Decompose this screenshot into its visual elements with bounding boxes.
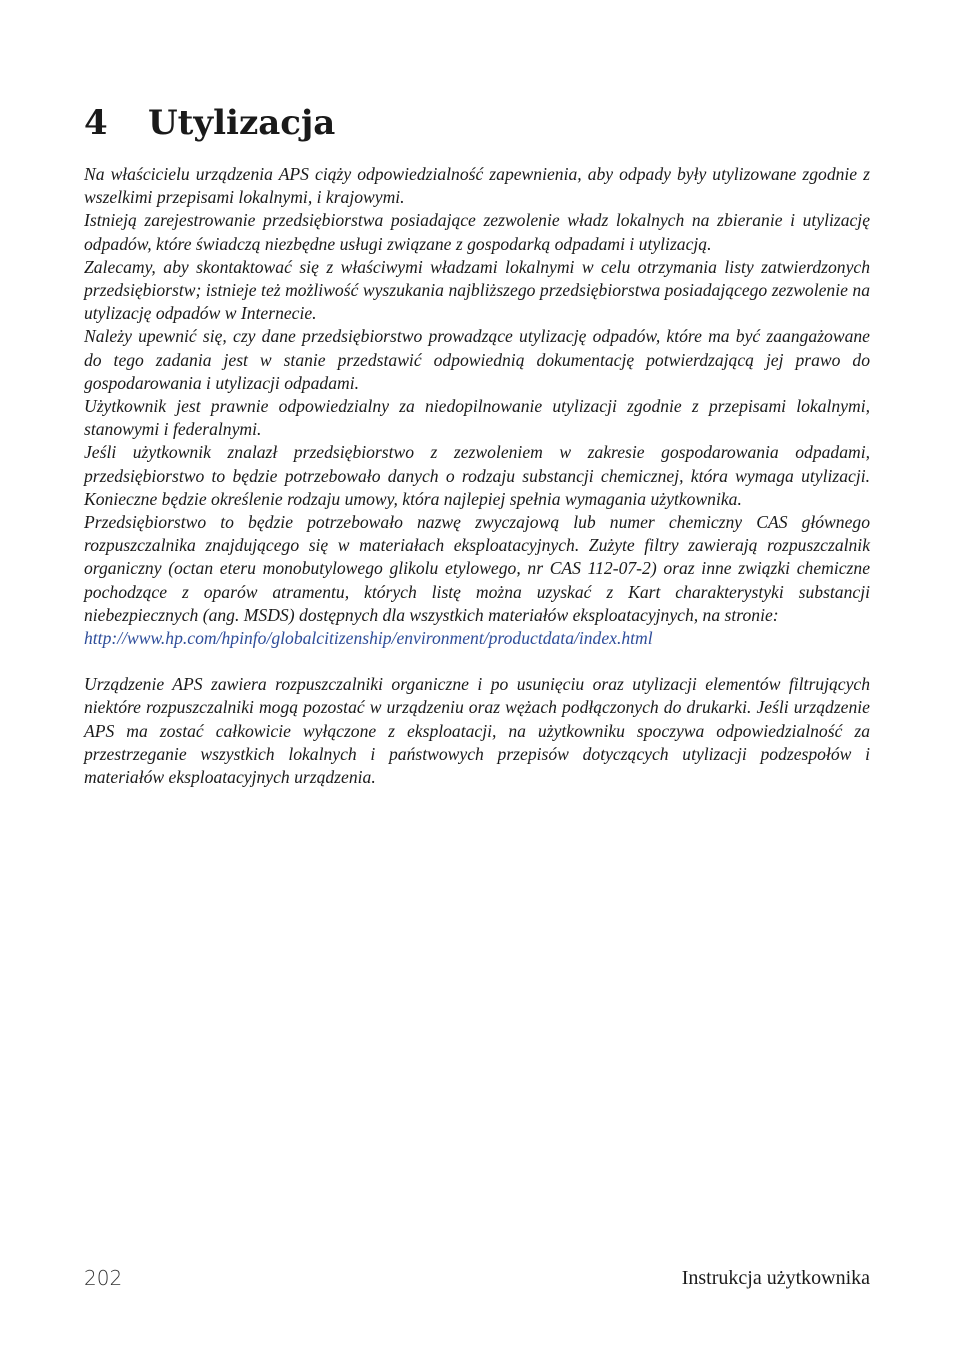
paragraph-contact-authorities: Zalecamy, aby skontaktować się z właściwymi władzami lokalnymi w celu otrzymania listy zatwierdzonych przedsiębiorstw; istnieje też możliwość wyszukania najbliższego przedsiębiorstwa posiadającego zezwolenie na utylizację odpadów w Internecie. [84, 256, 870, 324]
page-number: 202 [84, 1266, 123, 1290]
chapter-title: Utylizacja [148, 103, 336, 143]
paragraph-user-liability: Użytkownik jest prawnie odpowiedzialny za niedopilnowanie utylizacji zgodnie z przepisami lokalnymi, stanowymi i federalnymi. [84, 396, 870, 440]
chapter-body [84, 163, 870, 789]
paragraph-verify-company: Należy upewnić się, czy dane przedsiębiorstwo prowadzące utylizację odpadów, które ma być zaangażowane do tego zadania jest w stanie przedstawić odpowiednią dokumentację potwierdzającą jej prawo do gospodarowania i utylizacji odpadami. [84, 326, 870, 393]
paragraph-aps-decommission: Urządzenie APS zawiera rozpuszczalniki organiczne i po usunięciu oraz utylizacji elementów filtrujących niektóre rozpuszczalniki mogą pozostać w urządzeniu oraz wężach podłączonych do drukarki. Jeśli urządzenie APS ma zostać całkowicie wyłączone z eksploatacji, na użytkowniku spoczywa odpowiedzialność za przestrzeganie wszystkich lokalnych i państwowych przepisów dotyczących utylizacji podzespołów i materiałów eksploatacyjnych urządzenia. [84, 674, 870, 788]
paragraph-registered-companies: Istnieją zarejestrowanie przedsiębiorstwa posiadające zezwolenie władz lokalnych na zbieranie i utylizację odpadów, które świadczą niezbędne usługi związane z gospodarką odpadami i utylizacją. [84, 210, 870, 254]
link-line [84, 627, 870, 650]
msds-link[interactable]: http://www.hp.com/hpinfo/globalcitizenship/environment/productdata/index.html [84, 628, 653, 649]
page-footer [84, 1266, 870, 1294]
paragraph-owner-responsibility: Na właścicielu urządzenia APS ciąży odpowiedzialność zapewnienia, aby odpady były utylizowane zgodnie z wszelkimi przepisami lokalnymi, i krajowymi. [84, 164, 870, 208]
chapter-number: 4 [84, 103, 108, 143]
manual-title: Instrukcja użytkownika [681, 1267, 870, 1289]
paragraph-solvent-info: Przedsiębiorstwo to będzie potrzebowało nazwę zwyczajową lub numer chemiczny CAS głównego rozpuszczalnika znajdującego się w materiałach eksploatacyjnych. Zużyte filtry zawierają rozpuszczalnik organiczny (octan eteru monobutylowego glikolu etylowego, nr CAS 112-07-2) oraz inne związki chemiczne pochodzące z oparów atramentu, których listę można uzyskać z Kart charakterystyki substancji niebezpiecznych (ang. MSDS) dostępnych dla wszystkich materiałów eksploatacyjnych, na stronie: [84, 512, 870, 625]
paragraph-spacer [84, 650, 870, 673]
chapter-heading [84, 101, 335, 145]
paragraph-chemical-data: Jeśli użytkownik znalazł przedsiębiorstwo z zezwoleniem w zakresie gospodarowania odpadami, przedsiębiorstwo to będzie potrzebowało danych o rodzaju substancji chemicznej, która wymaga utylizacji. Konieczne będzie określenie rodzaju umowy, która najlepiej spełnia wymagania użytkownika. [84, 442, 870, 509]
